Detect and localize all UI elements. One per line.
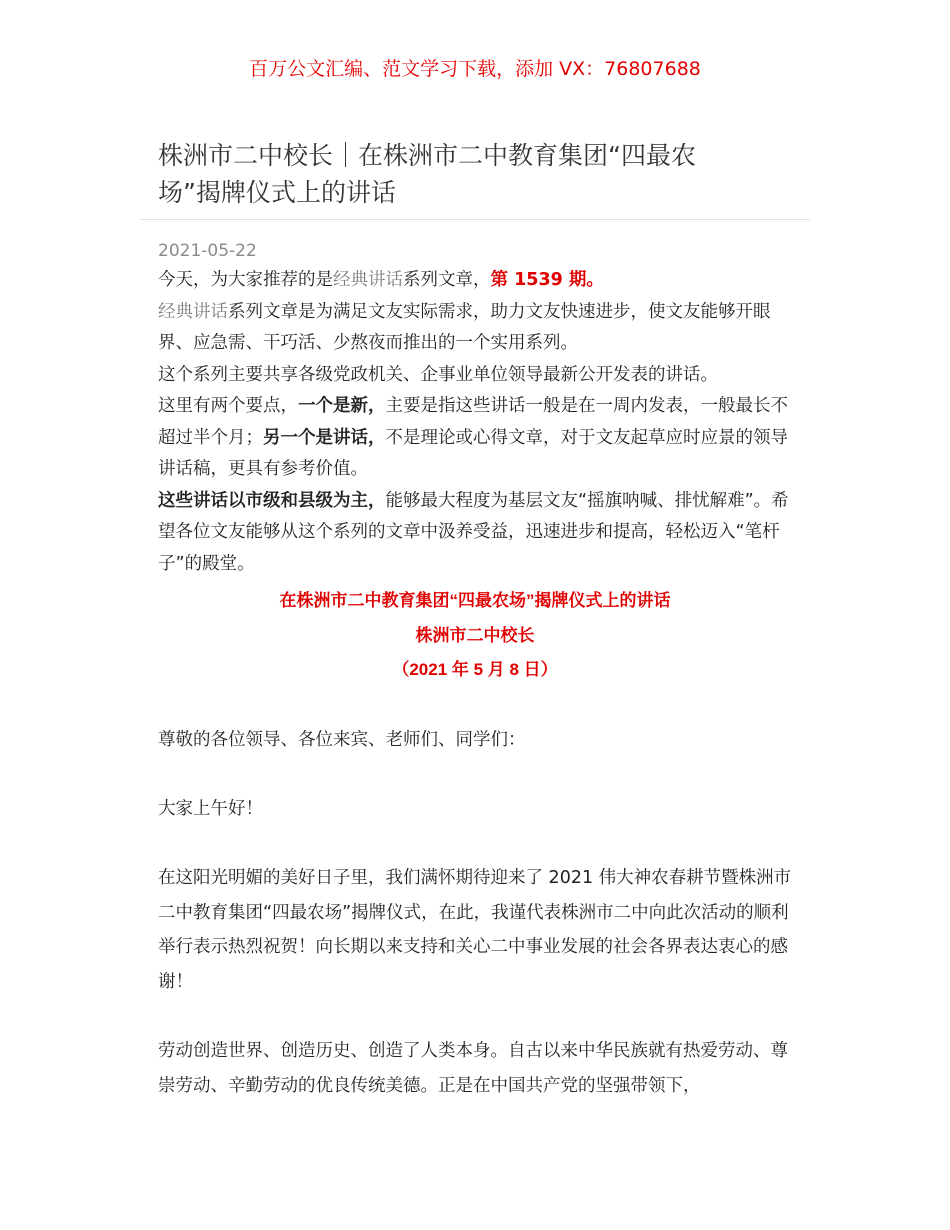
promo-banner-text: 百万公文汇编、范文学习下载，添加 VX：76807688 [249,58,701,80]
promo-banner [0,55,950,83]
speech-salutation: 尊敬的各位领导、各位来宾、老师们、同学们： [158,730,526,750]
intro-text: 能够最大程度为基层文友“摇旗呐喊、排忧解难”。希望各位文友能够从这个系列的文章中汲养受益，迅速进步和提高，轻松迈入“笔杆子”的殿堂。 [158,490,789,574]
intro-text: 主要是指这些讲话一般是在一周内发表，一般最长不超过半个月； [158,396,788,448]
intro-paragraph: 这个系列主要共享各级党政机关、企事业单位领导最新公开发表的讲话。 [158,364,718,385]
speech-heading: 在株洲市二中教育集团“四最农场”揭牌仪式上的讲话 [279,591,671,610]
intro-section [158,265,794,580]
series-name: 经典讲话 [333,270,403,290]
key-point: 一个是新， [298,396,386,416]
speech-paragraph: 在这阳光明媚的美好日子里，我们满怀期待迎来了 2021 伟大神农春耕节暨株洲市二中教育集团“四最农场”揭牌仪式，在此，我谨代表株洲市二中向此次活动的顺利举行表示热烈祝贺！向长期以来支持和关心二中事业发展的社会各界表达衷心的感谢！ [158,868,792,992]
speech-speaker: 株洲市二中校长 [415,626,535,645]
intro-text: 今天，为大家推荐的是 [158,270,333,290]
intro-paragraph [158,486,794,581]
intro-text: 这里有两个要点， [158,396,298,416]
title-divider [140,219,810,220]
intro-paragraph [158,391,794,486]
intro-text: 不是理论或心得文章，对于文友起草应时应景的领导讲话稿，更具有参考价值。 [158,427,788,479]
article-title: 株洲市二中校长｜在株洲市二中教育集团“四最农场”揭牌仪式上的讲话 [158,141,696,207]
key-point: 另一个是讲话， [263,427,386,448]
publish-date: 2021-05-22 [158,241,257,261]
key-point: 这些讲话以市级和县级为主， [158,490,386,511]
speech-paragraph: 劳动创造世界、创造历史、创造了人类本身。自古以来中华民族就有热爱劳动、尊崇劳动、辛勤劳动的优良传统美德。正是在中国共产党的坚强带领下， [158,1041,788,1096]
speech-greeting: 大家上午好！ [158,799,263,819]
intro-text: 系列文章是为满足文友实际需求，助力文友快速进步，使文友能够开眼界、应急需、干巧活、少熬夜而推出的一个实用系列。 [158,301,771,353]
speech-date: （2021 年 5 月 8 日） [392,660,558,679]
intro-text: 系列文章， [403,270,491,290]
series-name: 经典讲话 [158,301,228,322]
intro-paragraph [158,265,794,297]
intro-paragraph [158,297,794,360]
issue-number: 第 1539 期。 [490,270,604,290]
